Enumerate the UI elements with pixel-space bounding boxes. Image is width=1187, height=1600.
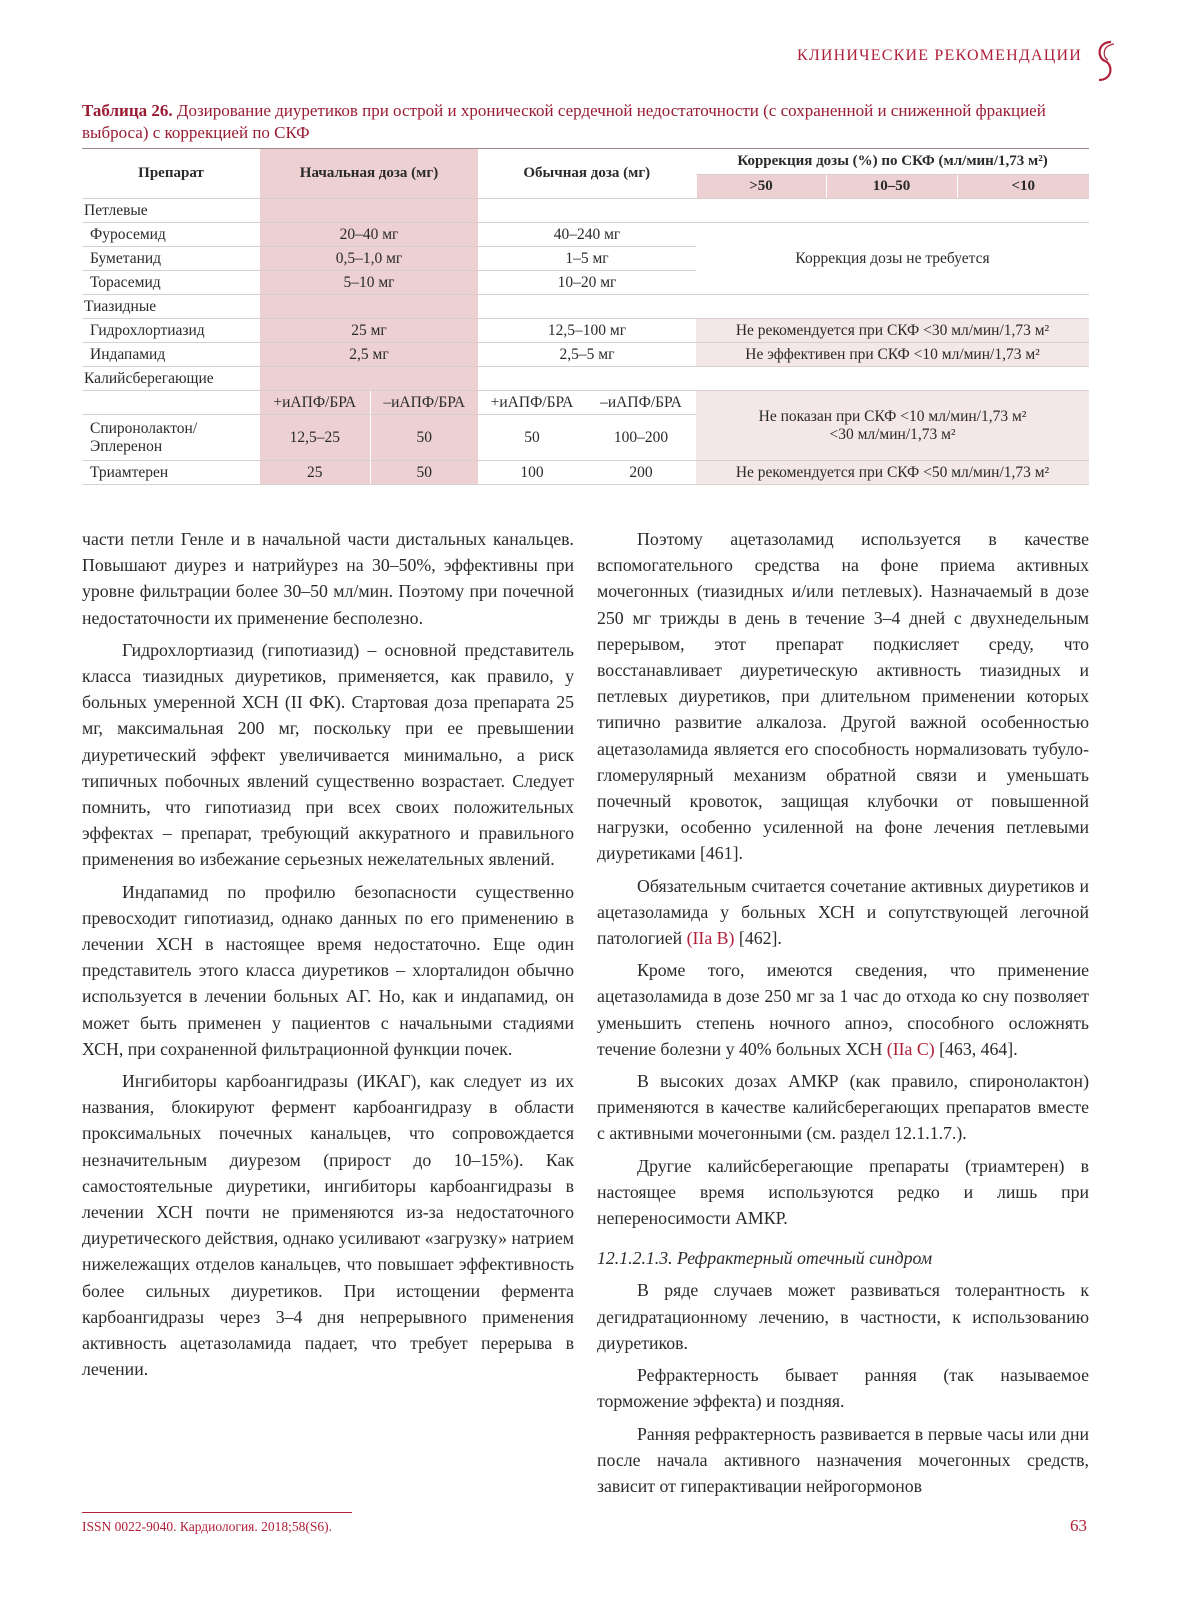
- dose-cell: 25: [260, 461, 370, 485]
- group-ksparing: Калийсберегающие: [82, 367, 260, 391]
- table-row: [82, 461, 1089, 485]
- header-gfr-lt10: <10: [957, 175, 1089, 199]
- spiro-correction-line-1: Не показан при СКФ <10 мл/мин/1,73 м²: [758, 407, 1027, 425]
- paragraph: [597, 873, 1089, 952]
- dose-cell: 100: [478, 461, 586, 485]
- subheader-plus-acei: +иАПФ/БРА: [260, 391, 370, 415]
- usual-dose: 2,5–5 мг: [478, 343, 696, 367]
- paragraph-text: Обязательным считается сочетание активных диуретиков и ацетазоламида у больных ХСН и сопутствующей легочной патологией: [597, 875, 1089, 949]
- correction-note: Не рекомендуется при СКФ <30 мл/мин/1,73 м²: [696, 319, 1089, 343]
- drug-name: Спиронолактон/ Эплеренон: [82, 415, 260, 461]
- usual-dose: 12,5–100 мг: [478, 319, 696, 343]
- footer-divider: [82, 1512, 352, 1513]
- evidence-level-ref: (IIa B): [686, 928, 735, 949]
- drug-name: Индапамид: [82, 343, 260, 367]
- start-dose: 25 мг: [260, 319, 478, 343]
- header-drug: Препарат: [82, 149, 260, 199]
- header-title: КЛИНИЧЕСКИЕ РЕКОМЕНДАЦИИ: [796, 47, 1082, 64]
- start-dose: 2,5 мг: [260, 343, 478, 367]
- start-dose: 20–40 мг: [260, 223, 478, 247]
- right-column: [597, 526, 1089, 1505]
- evidence-level-ref: (IIa C): [886, 1038, 935, 1059]
- page-number: 63: [1070, 1516, 1087, 1535]
- table-row: [82, 223, 1089, 247]
- table-caption: [82, 100, 1102, 144]
- drug-name: Торасемид: [82, 271, 260, 295]
- table-row: [82, 319, 1089, 343]
- dose-cell: 200: [586, 461, 696, 485]
- paragraph: Рефрактерность бывает ранняя (так называемое торможение эффекта) и поздняя.: [597, 1365, 1089, 1412]
- group-loop: Петлевые: [82, 199, 260, 223]
- usual-dose: 10–20 мг: [478, 271, 696, 295]
- dosing-table: [82, 148, 1089, 485]
- header-gfr-10-50: 10–50: [826, 175, 957, 199]
- paragraph: Ранняя рефрактерность развивается в первые часы или дни после начала активного назначения мочегонных средств, зависит от гиперактивации нейрогормонов: [597, 1423, 1089, 1496]
- paragraph-text: [462].: [734, 928, 782, 949]
- spiro-correction: [696, 391, 1089, 461]
- paragraph-text: [463, 464].: [934, 1038, 1018, 1059]
- start-dose: 5–10 мг: [260, 271, 478, 295]
- paragraph: части петли Генле и в начальной части дистальных канальцев. Повышают диурез и натрийурез на 30–50%, эффективны при уровне фильтрации более 30–50 мл/мин. Поэтому при почечной недостаточности их применение бесполезно.: [82, 529, 574, 628]
- paragraph: В ряде случаев может развиваться толерантность к дегидратационному лечению, в частности, к использованию диуретиков.: [597, 1280, 1089, 1353]
- footer-journal: ISSN 0022-9040. Кардиология. 2018;58(S6).: [82, 1519, 333, 1534]
- subheader-minus-acei: –иАПФ/БРА: [586, 391, 696, 415]
- drug-name: Триамтерен: [82, 461, 260, 485]
- paragraph-text: Кроме того, имеются сведения, что применение ацетазоламида в дозе 250 мг за 1 час до отхода ко сну позволяет уменьшить степень ночного апноэ, способного осложнять течение болезни у 40% больных ХСН: [597, 960, 1089, 1059]
- dose-cell: 12,5–25: [260, 415, 370, 461]
- dose-cell: 50: [370, 461, 478, 485]
- paragraph: Ингибиторы карбоангидразы (ИКАГ), как следует из их названия, блокируют фермент карбоангидразу в области проксимальных почечных канальцев, что сопровождается незначительным диурезом (прирост до 10–15%). Как самостоятельные диуретики, ингибиторы карбоангидразы в лечении ХСН почти не применяются из-за недостаточного диуретического действия, однако усиливают «загрузку» натрием нижележащих отделов канальцев, что повышает эффективность более сильных диуретиков. При истощении фермента карбоангидразы через 3–4 дня непрерывного применения активность ацетазоламида падает, что требует перерыва в лечении.: [82, 1071, 574, 1380]
- dose-cell: 100–200: [586, 415, 696, 461]
- table-row: [82, 343, 1089, 367]
- usual-dose: 40–240 мг: [478, 223, 696, 247]
- dose-cell: 50: [370, 415, 478, 461]
- paragraph: [597, 957, 1089, 1062]
- subheader-minus-acei: –иАПФ/БРА: [370, 391, 478, 415]
- paragraph: Другие калийсберегающие препараты (триамтерен) в настоящее время используются редко и лишь при непереносимости АМКР.: [597, 1155, 1089, 1229]
- header-start-dose: Начальная доза (мг): [260, 149, 478, 199]
- paragraph: Гидрохлортиазид (гипотиазид) – основной представитель класса тиазидных диуретиков, применяется, как правило, у больных умеренной ХСН (II ФК). Стартовая доза препарата 25 мг, максимальная 200 мг, поскольку при ее превышении диуретический эффект увеличивается минимально, а риск типичных побочных явлений существенно возрастает. Следует помнить, что гипотиазид при всех своих положительных эффектах – препарат, требующий аккуратного и правильного применения во избежание серьезных нежелательных явлений.: [82, 639, 574, 870]
- paragraph: Индапамид по профилю безопасности существенно превосходит гипотиазид, однако данных по его применению в лечении ХСН в настоящее время недостаточно. Еще один представитель этого класса диуретиков – хлорталидон обычно используется в лечении больных АГ. Но, как и индапамид, он может быть применен у пациентов с начальными стадиями ХСН, при сохраненной фильтрационной функции почек.: [82, 881, 574, 1059]
- table-caption-text: Дозирование диуретиков при острой и хронической сердечной недостаточности (с сохраненной и сниженной фракцией выброса) с коррекцией по СКФ: [82, 101, 1046, 142]
- start-dose: 0,5–1,0 мг: [260, 247, 478, 271]
- drug-name: Гидрохлортиазид: [82, 319, 260, 343]
- dose-cell: 50: [478, 415, 586, 461]
- loop-correction: Коррекция дозы не требуется: [696, 223, 1089, 295]
- journal-logo-icon: [1091, 38, 1119, 84]
- spiro-correction-line-2: <30 мл/мин/1,73 м²: [829, 425, 956, 443]
- paragraph: В высоких дозах АМКР (как правило, спиронолактон) применяются в качестве калийсберегающих препаратов вместе с активными мочегонными (см. раздел 12.1.1.7.).: [597, 1071, 1089, 1144]
- section-title: 12.1.2.1.3. Рефрактерный отечный синдром: [597, 1248, 933, 1269]
- correction-note: Не рекомендуется при СКФ <50 мл/мин/1,73 м²: [696, 461, 1089, 485]
- drug-name: Фуросемид: [82, 223, 260, 247]
- table-caption-label: Таблица 26.: [82, 101, 173, 120]
- group-thiazide: Тиазидные: [82, 295, 260, 319]
- left-column: [82, 526, 574, 1389]
- header-usual-dose: Обычная доза (мг): [478, 149, 696, 199]
- header-correction: Коррекция дозы (%) по СКФ (мл/мин/1,73 м²): [696, 149, 1089, 175]
- header-gfr-gt50: >50: [696, 175, 826, 199]
- usual-dose: 1–5 мг: [478, 247, 696, 271]
- drug-name: Буметанид: [82, 247, 260, 271]
- correction-note: Не эффективен при СКФ <10 мл/мин/1,73 м²: [696, 343, 1089, 367]
- subheader-plus-acei: +иАПФ/БРА: [478, 391, 586, 415]
- paragraph: Поэтому ацетазоламид используется в качестве вспомогательного средства на фоне приема активных мочегонных (тиазидных и/или петлевых). Назначаемый в дозе 250 мг трижды в день в течение 3–4 дней с двухнедельным перерывом, этот препарат подкисляет среду, что восстанавливает диуретическую активность тиазидных и петлевых диуретиков, при длительном применении которых типично развитие алкалоза. Другой важной особенностью ацетазоламида является его способность нормализовать тубуло-гломерулярный механизм обратной связи и уменьшать почечный кровоток, защищая клубочки от повышенной нагрузки, особенно усиленной на фоне лечения петлевыми диуретиками [461].: [597, 529, 1089, 864]
